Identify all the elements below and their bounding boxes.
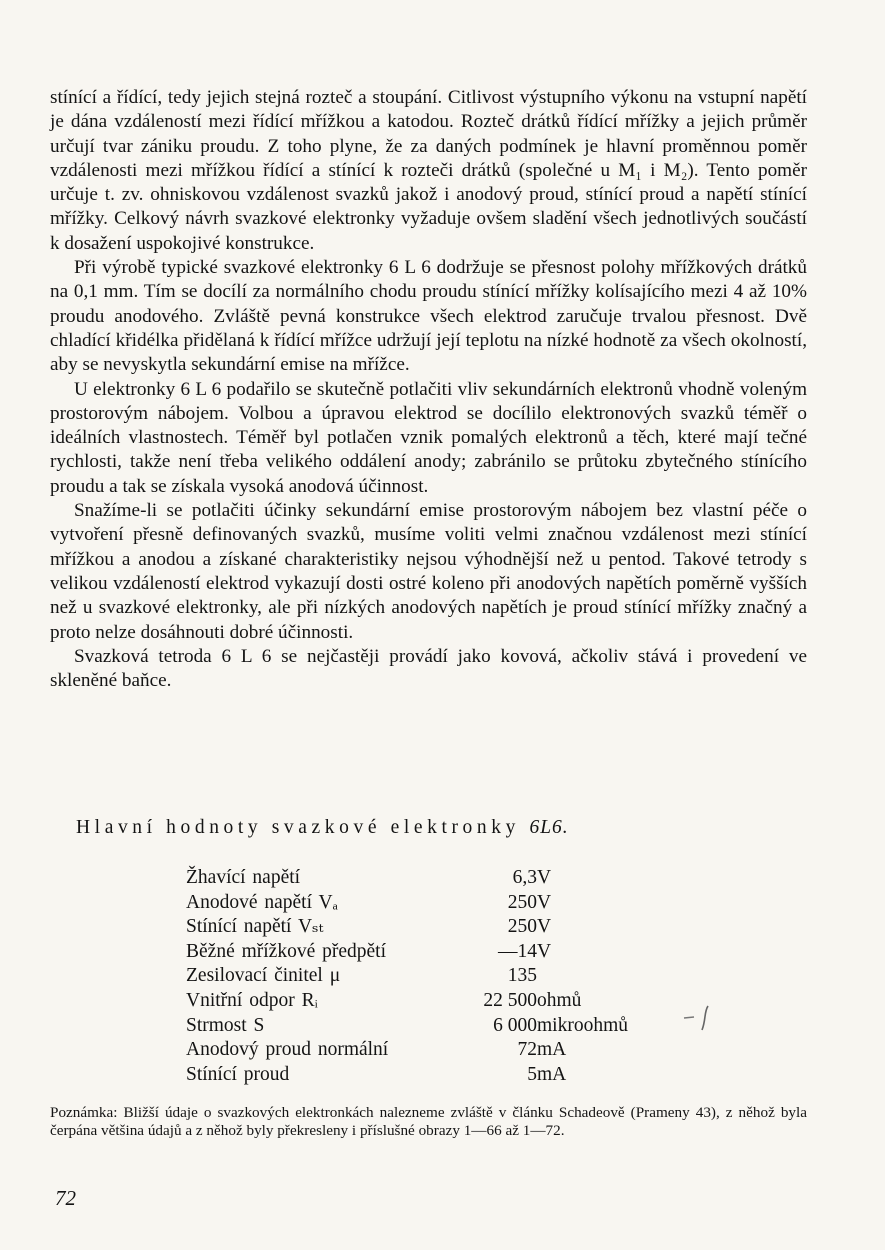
paragraph-3: U elektronky 6 L 6 podařilo se skutečně potlačiti vliv sekundárních elektronů vhodně voleným prostorovým nábojem. Volbou a úpravou elektrod se docílilo elektronových svazků téměř o ideálních vlastnostech. Téměř byl potlačen vznik pomalých elektronů a těch, které mají tečné rychlosti, takže není třeba velikého oddálení anody; zabránilo se průtoku zbytečného stínícího proudu a tak se získala vysoká anodová účinnost. xyxy=(50,378,807,497)
row-name: Stínící napětí Vₛₜ xyxy=(186,916,324,938)
row-value: 5 xyxy=(527,1063,537,1085)
pencil-mark-icon xyxy=(680,998,720,1038)
row-name: Zesilovací činitel μ xyxy=(186,965,341,987)
row-name: Anodový proud normální xyxy=(186,1039,389,1061)
paragraph-4: Snažíme-li se potlačiti účinky sekundární emise prostorovým nábojem bez vlastní péče o vytvoření přesně definovaných svazků, musíme voliti velmi značnou vzdálenost mezi stínící mřížkou a anodou a získané charakteristiky nejsou výhodnější než u pentod. Takové tetrody s velikou vzdáleností elektrod vykazují dosti ostré koleno při anodových napětích poměrně vyšších než u svazkové elektronky, ale při nízkých anodových napětích je proud stínící mřížky značný a proto nelze dosáhnouti dobré účinnosti. xyxy=(50,500,807,643)
row-unit xyxy=(537,964,677,989)
page-number: 72 xyxy=(55,1186,76,1210)
table-title-tube: 6L6. xyxy=(529,817,569,838)
row-unit: mA xyxy=(537,1063,567,1085)
row-unit: V xyxy=(537,867,552,888)
row-unit: mA xyxy=(537,1039,567,1061)
row-unit: mikroohmů xyxy=(537,1014,628,1036)
row-unit: ohmů xyxy=(537,989,582,1011)
table-row xyxy=(186,1014,677,1039)
row-name: Žhavící napětí xyxy=(186,867,301,888)
row-name: Stínící proud xyxy=(186,1063,290,1085)
row-unit: V xyxy=(537,940,552,962)
table-row xyxy=(186,891,677,916)
row-value: 22 500 xyxy=(483,989,537,1011)
row-value: 250 xyxy=(507,916,537,938)
table-row xyxy=(186,964,677,989)
paragraph-1: stínící a řídící, tedy jejich stejná rozteč a stoupání. Citlivost výstupního výkonu na vstupní napětí je dána vzdáleností mezi řídící mřížkou a katodou. Rozteč drátků řídící mřížky a jejich průměr určují tvar zániku proudu. Z toho plyne, že za daných podmínek je hlavní proměnnou poměr vzdálenosti mezi mřížkou řídící a stínící k rozteči drátků (společné u M₁ i M₂). Tento poměr určuje t. zv. ohniskovou vzdálenost svazků jakož i anodový proud, stínící proud a napětí stínící mřížky. Celkový návrh svazkové elektronky vyžaduje ovšem sladění všech jednotlivých součástí k dosažení uspokojivé konstrukce. xyxy=(50,87,807,254)
table-row xyxy=(186,1063,677,1088)
row-name: Běžné mřížkové předpětí xyxy=(186,940,386,962)
row-value: 135 xyxy=(507,965,537,987)
row-value: 6,3 xyxy=(512,867,537,888)
paragraph-2: Při výrobě typické svazkové elektronky 6 L 6 dodržuje se přesnost polohy mřížkových drátků na 0,1 mm. Tím se docílí za normálního chodu proudu stínící mřížky kolísajícího mezi 4 až 10% proudu anodového. Zvláště pevná konstrukce všech elektrod zaručuje trvalou přesnost. Dvě chladící křidélka přidělaná k řídící mřížce udržují její teplotu na nízké hodnotě za všech okolností, aby se nevyskytla sekundární emise na mřížce. xyxy=(50,257,807,376)
table-row xyxy=(186,940,677,965)
row-value: 250 xyxy=(507,891,537,913)
table-row xyxy=(186,1038,677,1063)
table-row xyxy=(186,915,677,940)
table-title-text: Hlavní hodnoty svazkové elektronky xyxy=(76,817,520,838)
table-row xyxy=(186,866,677,891)
row-value: 6 000 xyxy=(493,1014,537,1036)
paragraph-5: Svazková tetroda 6 L 6 se nejčastěji provádí jako kovová, ačkoliv stává i provedení ve skleněné baňce. xyxy=(50,645,807,692)
row-name: Vnitřní odpor Rᵢ xyxy=(186,989,318,1011)
table-title xyxy=(76,817,569,839)
row-value: —14 xyxy=(498,940,537,962)
body-text xyxy=(50,86,807,693)
tube-values-table xyxy=(186,866,677,1087)
row-name: Strmost S xyxy=(186,1014,265,1036)
row-name: Anodové napětí Vₐ xyxy=(186,891,338,913)
row-unit: V xyxy=(537,891,552,913)
row-unit: V xyxy=(537,916,552,938)
footnote: Poznámka: Bližší údaje o svazkových elektronkách nalezneme zvláště v článku Schadeově (Prameny 43), z něhož byla čerpána většina údajů a z něhož byly překresleny i příslušné obrazy 1—66 až 1—72. xyxy=(50,1104,807,1139)
row-value: 72 xyxy=(517,1039,537,1061)
table-row xyxy=(186,989,677,1014)
